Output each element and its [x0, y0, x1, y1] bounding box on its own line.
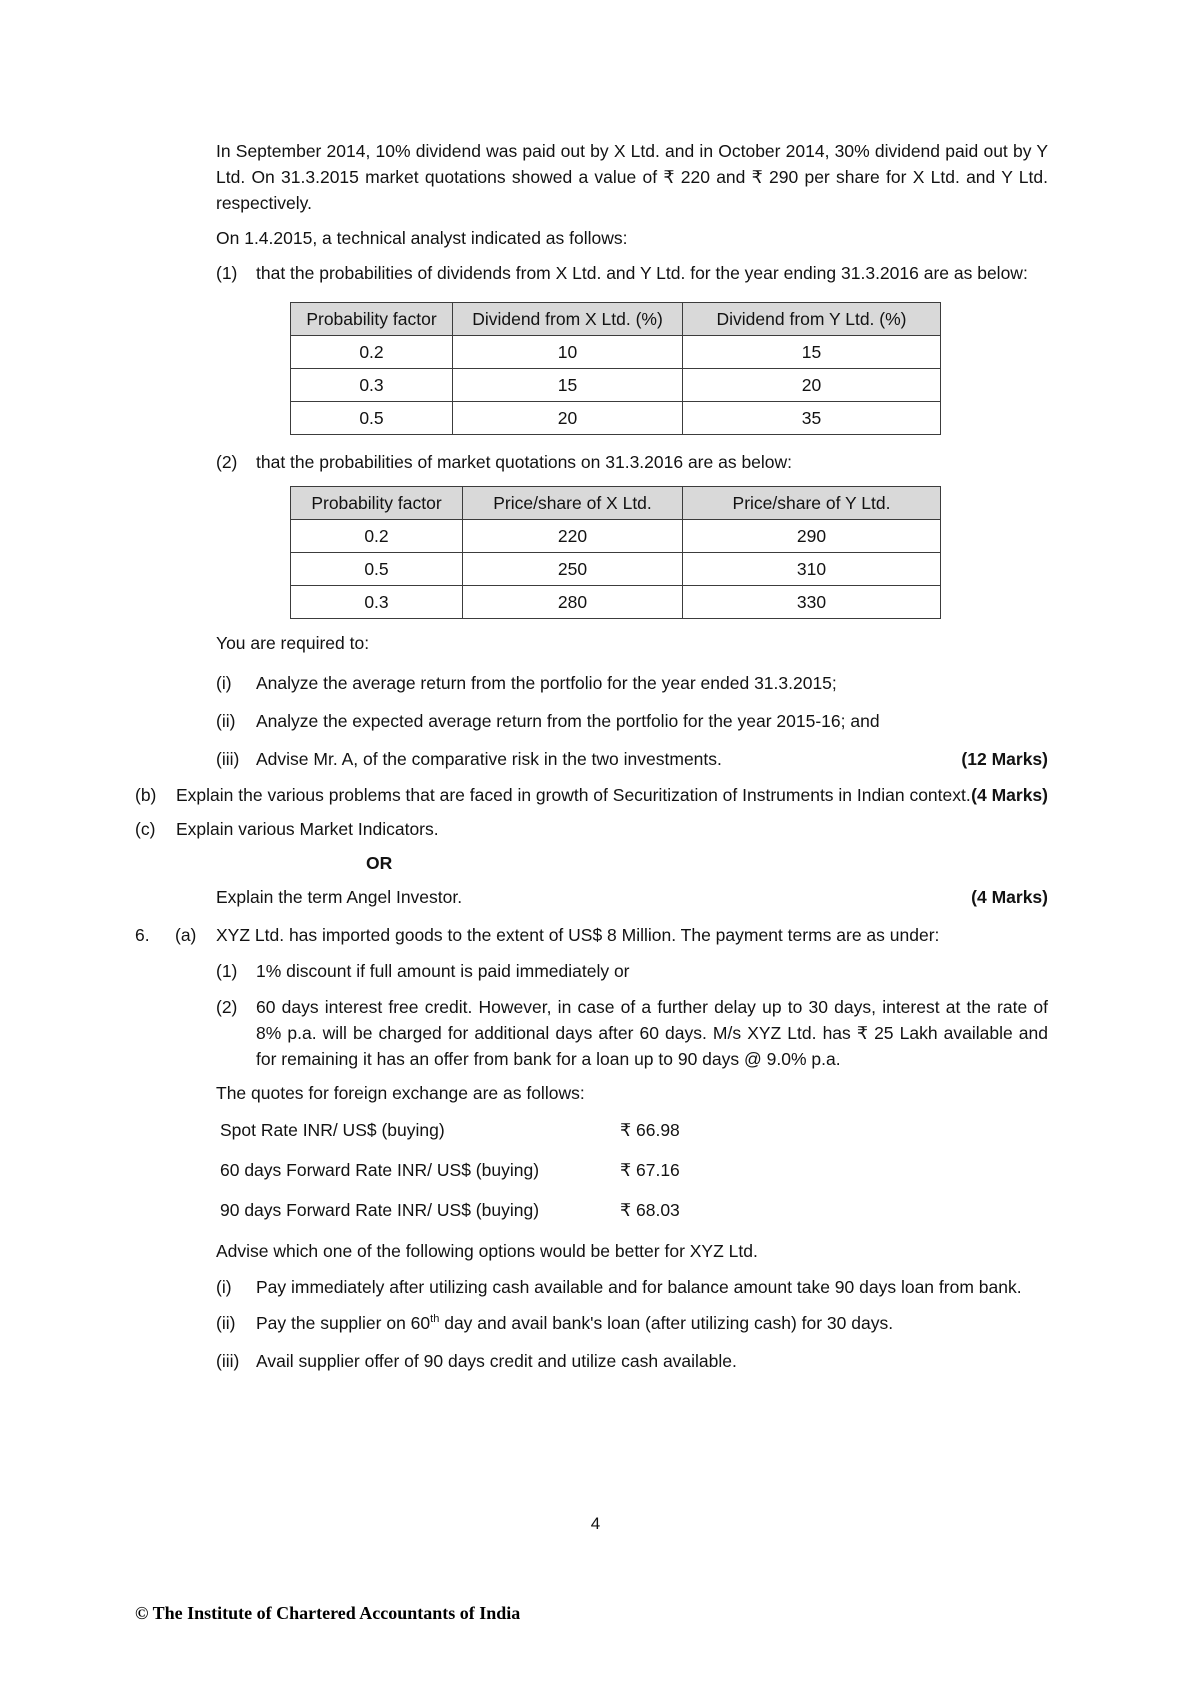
q6-term-1 [216, 958, 1048, 984]
part-b-text [176, 782, 1048, 808]
item-1-label: (1) [216, 263, 238, 283]
question-6a-label: (a) [175, 925, 197, 945]
table-cell: 15 [453, 369, 683, 402]
dividend-table-header-cell: Probability factor [291, 303, 453, 336]
table-cell: 0.5 [291, 553, 463, 586]
advise-line: Advise which one of the following options would be better for XYZ Ltd. [216, 1241, 758, 1261]
ordinal-superscript: th [430, 1313, 440, 1326]
q6-term-2-label: (2) [216, 997, 238, 1017]
quote-spot-label: Spot Rate INR/ US$ (buying) [220, 1120, 445, 1140]
table-row [291, 336, 941, 369]
dividend-table-header-cell: Dividend from X Ltd. (%) [453, 303, 683, 336]
dividend-table-header-cell: Dividend from Y Ltd. (%) [683, 303, 941, 336]
option-iii-text: Avail supplier offer of 90 days credit and utilize cash available. [256, 1351, 737, 1371]
price-table-header-cell: Probability factor [291, 487, 463, 520]
question-6-number: 6. [135, 925, 150, 945]
part-b [135, 782, 1048, 808]
q6-term-1-text: 1% discount if full amount is paid immediately or [256, 961, 630, 981]
item-2-text: that the probabilities of market quotations on 31.3.2016 are as below: [256, 452, 793, 472]
table-cell: 290 [683, 520, 941, 553]
table-cell: 10 [453, 336, 683, 369]
table-cell: 20 [683, 369, 941, 402]
table-cell: 310 [683, 553, 941, 586]
quote-row-90d [220, 1197, 1048, 1223]
required-item-iii-label: (iii) [216, 749, 240, 769]
quote-90d-label: 90 days Forward Rate INR/ US$ (buying) [220, 1200, 540, 1220]
price-probability-table [290, 486, 941, 619]
required-intro: You are required to: [216, 633, 370, 653]
part-c-label: (c) [135, 819, 156, 839]
quote-90d-value: ₹ 68.03 [620, 1200, 680, 1220]
table-cell: 15 [683, 336, 941, 369]
option-ii [216, 1310, 1048, 1336]
part-c-alternative-text: Explain the term Angel Investor. [216, 887, 463, 907]
copyright-footer: © The Institute of Chartered Accountants of India [135, 1603, 521, 1623]
table-cell: 250 [463, 553, 683, 586]
analyst-item-1 [216, 260, 1048, 286]
page-content [135, 138, 1048, 1374]
item-2-label: (2) [216, 452, 238, 472]
required-item-ii-text: Analyze the expected average return from the portfolio for the year 2015-16; and [256, 711, 880, 731]
table-row [291, 553, 941, 586]
page-number: 4 [590, 1514, 601, 1533]
q6-term-1-label: (1) [216, 961, 238, 981]
table-cell: 0.3 [291, 586, 463, 619]
dividend-table-header [291, 303, 941, 336]
quote-row-spot [220, 1117, 1048, 1143]
table-cell: 220 [463, 520, 683, 553]
price-table-header-cell: Price/share of X Ltd. [463, 487, 683, 520]
q6-term-2 [216, 994, 1048, 1072]
required-item-i [216, 670, 1048, 696]
question-6a-intro: XYZ Ltd. has imported goods to the extent of US$ 8 Million. The payment terms are as under: [216, 925, 940, 945]
option-ii-text [256, 1310, 1048, 1336]
quote-spot-value: ₹ 66.98 [620, 1120, 680, 1140]
q6-term-2-text: 60 days interest free credit. However, in case of a further delay up to 30 days, interest at the rate of 8% p.a. will be charged for additional days after 60 days. M/s XYZ Ltd. has ₹ 25 Lakh available and for remaining it has an offer from bank for a loan up to 90 days @ 9.0% p.a. [256, 997, 1048, 1069]
quote-60d-label: 60 days Forward Rate INR/ US$ (buying) [220, 1160, 540, 1180]
part-c-alternative [216, 884, 1048, 910]
table-cell: 35 [683, 402, 941, 435]
option-iii [216, 1348, 1048, 1374]
part-b-text-inner: Explain the various problems that are faced in growth of Securitization of Instruments in Indian context. [176, 785, 971, 805]
required-item-iii-text [256, 746, 1048, 772]
table-cell: 280 [463, 586, 683, 619]
option-ii-text-pre: Pay the supplier on 60 [256, 1313, 431, 1333]
table-cell: 0.5 [291, 402, 453, 435]
table-row [291, 402, 941, 435]
table-row [291, 520, 941, 553]
marks-badge: (4 Marks) [971, 785, 1048, 805]
quotes-intro: The quotes for foreign exchange are as follows: [216, 1083, 585, 1103]
table-cell: 20 [453, 402, 683, 435]
part-c [135, 816, 1048, 842]
analyst-item-2 [216, 449, 1048, 475]
required-item-iii-text-inner: Advise Mr. A, of the comparative risk in the two investments. [256, 749, 722, 769]
required-item-i-label: (i) [216, 673, 232, 693]
table-cell: 0.2 [291, 520, 463, 553]
marks-badge: (12 Marks) [961, 749, 1048, 769]
intro-paragraph: In September 2014, 10% dividend was paid out by X Ltd. and in October 2014, 30% dividend paid out by Y Ltd. On 31.3.2015 market quotations showed a value of ₹ 220 and ₹ 290 per share for X Ltd. and Y Ltd. respectively. [216, 141, 1048, 213]
price-table-header-cell: Price/share of Y Ltd. [683, 487, 941, 520]
table-row [291, 586, 941, 619]
part-c-text: Explain various Market Indicators. [176, 819, 439, 839]
option-i-text: Pay immediately after utilizing cash available and for balance amount take 90 days loan from bank. [256, 1277, 1022, 1297]
item-1-text: that the probabilities of dividends from X Ltd. and Y Ltd. for the year ending 31.3.2016 are as below: [256, 263, 1028, 283]
option-i [216, 1274, 1048, 1300]
required-item-i-text: Analyze the average return from the portfolio for the year ended 31.3.2015; [256, 673, 837, 693]
quote-row-60d [220, 1157, 1048, 1183]
option-iii-label: (iii) [216, 1351, 240, 1371]
required-item-ii [216, 708, 1048, 734]
table-row [291, 369, 941, 402]
quote-60d-value: ₹ 67.16 [620, 1160, 680, 1180]
part-b-label: (b) [135, 785, 157, 805]
option-ii-text-post: day and avail bank's loan (after utilizing cash) for 30 days. [439, 1313, 894, 1333]
table-cell: 0.3 [291, 369, 453, 402]
option-ii-label: (ii) [216, 1313, 236, 1333]
option-i-label: (i) [216, 1277, 232, 1297]
or-separator: OR [366, 853, 393, 873]
price-table-header [291, 487, 941, 520]
question-6 [135, 922, 1048, 948]
required-item-iii [216, 746, 1048, 772]
table-cell: 0.2 [291, 336, 453, 369]
required-item-ii-label: (ii) [216, 711, 236, 731]
analyst-paragraph: On 1.4.2015, a technical analyst indicated as follows: [216, 228, 628, 248]
dividend-probability-table [290, 302, 941, 435]
marks-badge: (4 Marks) [971, 887, 1048, 907]
table-cell: 330 [683, 586, 941, 619]
